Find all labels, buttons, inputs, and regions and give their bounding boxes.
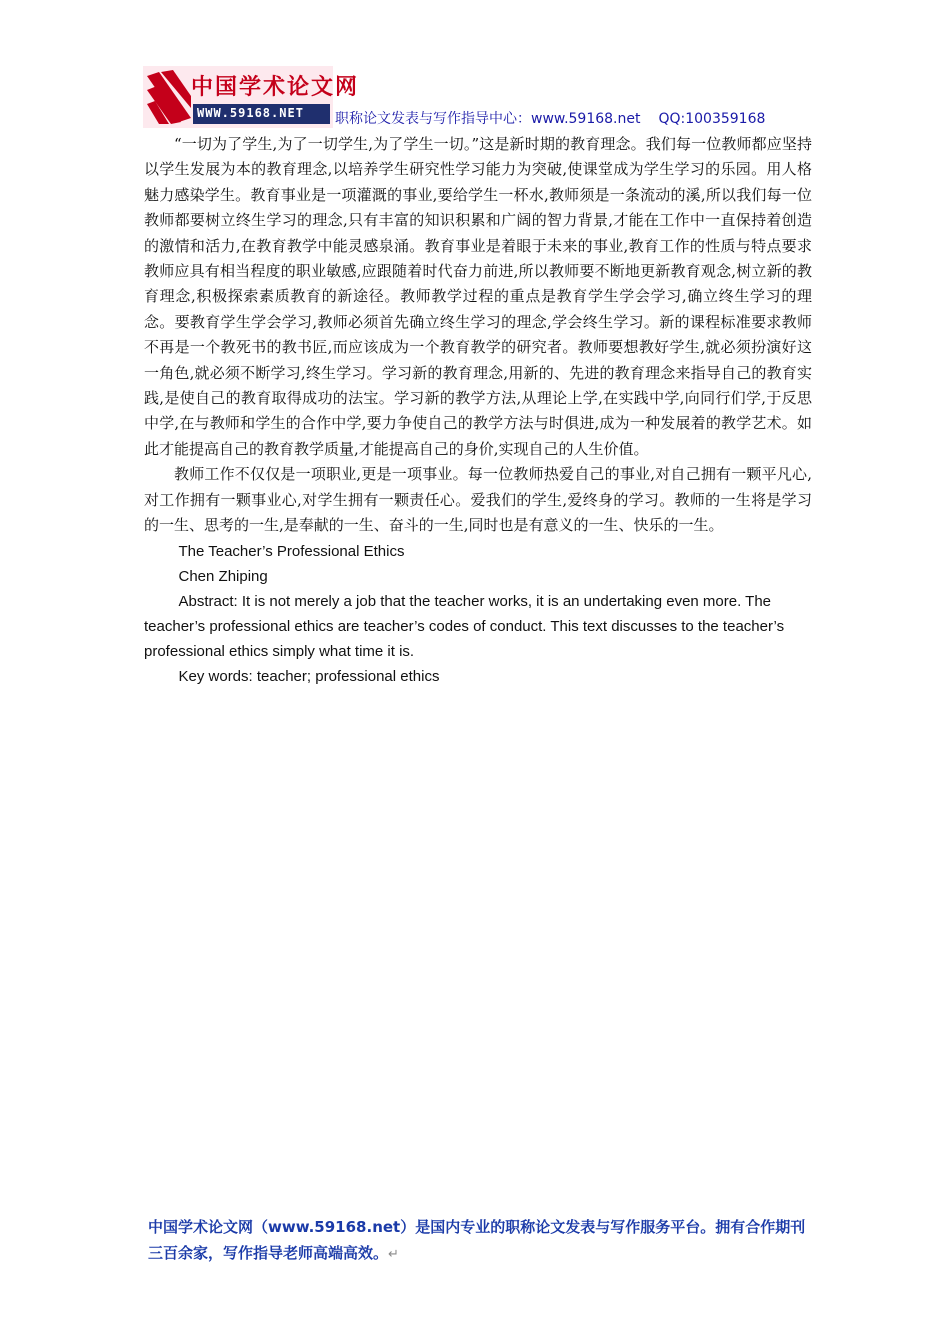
- article-body: [144, 132, 812, 689]
- english-author: Chen Zhiping: [178, 567, 268, 585]
- english-abstract: Abstract: It is not merely a job that the teacher works, it is an undertaking even more. The teacher’s professional ethics are teacher’s codes of conduct. This text discusses to the teacher’s professional ethics simply what time it is.: [144, 592, 785, 660]
- english-title: The Teacher’s Professional Ethics: [178, 542, 405, 560]
- site-logo[interactable]: [143, 66, 360, 128]
- english-keywords: Key words: teacher; professional ethics: [178, 667, 440, 685]
- logo-url: WWW.59168.NET: [197, 106, 304, 120]
- paragraph-zh-1: “一切为了学生,为了一切学生,为了学生一切。”这是新时期的教育理念。我们每一位教师都应坚持以学生发展为本的教育理念,以培养学生研究性学习能力为突破,使课堂成为学生学习的乐园。用人格魅力感染学生。教育事业是一项灌溉的事业,要给学生一杯水,教师须是一条流动的溪,所以我们每一位教师都要树立终生学习的理念,只有丰富的知识积累和广阔的智力背景,才能在工作中一直保持着创造的激情和活力,在教育教学中能灵感泉涌。教育事业是着眼于未来的事业,教育工作的性质与特点要求教师应具有相当程度的职业敏感,应跟随着时代奋力前进,所以教师要不断地更新教育观念,树立新的教育理念,积极探索素质教育的新途径。教师教学过程的重点是教育学生学会学习,确立终生学习的理念。要教育学生学会学习,教师必须首先确立终生学习的理念,学会终生学习。新的课程标准要求教师不再是一个教死书的教书匠,而应该成为一个教育教学的研究者。教师要想教好学生,就必须扮演好这一角色,就必须不断学习,终生学习。学习新的教育理念,用新的、先进的教育理念来指导自己的教育实践,是使自己的教育取得成功的法宝。学习新的教学方法,从理论上学,在实践中学,向同行们学,于反思中学,在与教师和学生的合作中学,要力争使自己的教学方法与时俱进,成为一种发展着的教学艺术。如此才能提高自己的教育教学质量,才能提高自己的身价,实现自己的人生价值。: [144, 135, 812, 458]
- footer-text: 中国学术论文网（www.59168.net）是国内专业的职称论文发表与写作服务平台。拥有合作期刊三百余家，写作指导老师高端高效。: [148, 1218, 806, 1262]
- header-qq: QQ:100359168: [658, 111, 766, 127]
- logo-title: 中国学术论文网: [191, 75, 360, 100]
- paragraph-zh-2: 教师工作不仅仅是一项职业,更是一项事业。每一位教师热爱自己的事业,对自己拥有一颗平凡心,对工作拥有一颗事业心,对学生拥有一颗责任心。爱我们的学生,爱终身的学习。教师的一生将是学习的一生、思考的一生,是奉献的一生、奋斗的一生,同时也是有意义的一生、快乐的一生。: [144, 465, 812, 535]
- return-mark-icon: ↵: [388, 1247, 399, 1262]
- logo-stripes-icon: [145, 70, 193, 124]
- page-header: [143, 66, 823, 128]
- page-footer: [148, 1214, 816, 1268]
- header-contact-line: [335, 108, 765, 128]
- header-center-text[interactable]: 职称论文发表与写作指导中心：www.59168.net: [335, 111, 641, 127]
